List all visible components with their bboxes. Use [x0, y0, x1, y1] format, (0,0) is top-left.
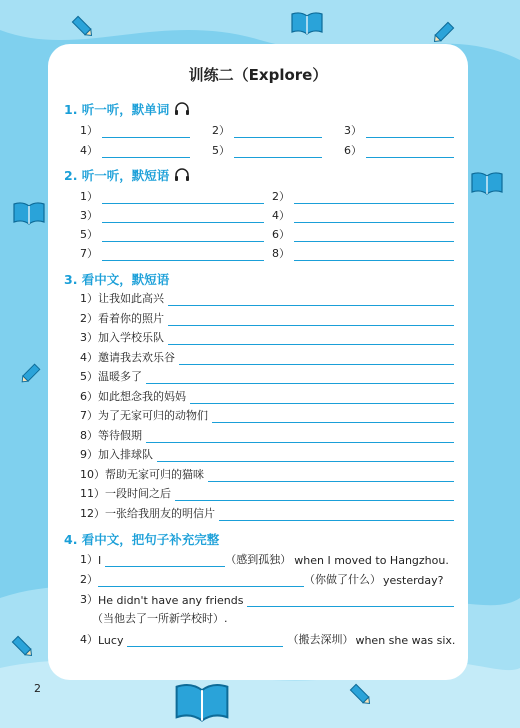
answer-line[interactable]: [366, 146, 454, 158]
answer-item: 5）: [80, 226, 264, 242]
answer-line[interactable]: [102, 230, 264, 242]
section-3-title: 3. 看中文，默短语: [64, 272, 170, 287]
answer-line[interactable]: [127, 635, 283, 647]
book-icon: [12, 200, 46, 226]
answer-item: 6）: [344, 142, 454, 158]
sentence-item-continued: （当他去了一所新学校时）.: [92, 612, 228, 625]
answer-item: 4）: [80, 142, 190, 158]
pencil-icon: [70, 14, 96, 40]
answer-line[interactable]: [175, 489, 454, 501]
answer-line[interactable]: [294, 230, 454, 242]
answer-line[interactable]: [102, 249, 264, 261]
pencil-icon: [430, 20, 456, 46]
answer-item: 1）: [80, 122, 190, 138]
answer-line[interactable]: [102, 126, 190, 138]
worksheet-card: [48, 44, 468, 680]
answer-item: 3）: [80, 207, 264, 223]
answer-item: 3）: [344, 122, 454, 138]
answer-line[interactable]: [168, 294, 454, 306]
answer-line[interactable]: [294, 192, 454, 204]
phrase-item: 11） 一段时间之后: [80, 485, 454, 501]
phrase-item: 4） 邀请我去欢乐谷: [80, 349, 454, 365]
page-number: 2: [34, 682, 41, 695]
sentence-item: 3） He didn't have any friends: [80, 591, 454, 607]
phrase-item: 8） 等待假期: [80, 427, 454, 443]
section-4-title: 4. 看中文，把句子补充完整: [64, 532, 220, 547]
section-1-title: 1. 听一听，默单词: [64, 102, 170, 117]
answer-line[interactable]: [366, 126, 454, 138]
answer-item: 4）: [272, 207, 454, 223]
book-icon: [290, 10, 324, 36]
headphones-icon: [174, 102, 190, 116]
answer-line[interactable]: [102, 146, 190, 158]
book-icon: [470, 170, 504, 196]
answer-line[interactable]: [234, 146, 322, 158]
answer-line[interactable]: [190, 392, 454, 404]
phrase-item: 1） 让我如此高兴: [80, 290, 454, 306]
headphones-icon: [174, 168, 190, 182]
answer-item: 2）: [272, 188, 454, 204]
answer-line[interactable]: [179, 353, 454, 365]
answer-item: 7）: [80, 245, 264, 261]
answer-item: 6）: [272, 226, 454, 242]
section-2-heading: [64, 166, 190, 184]
answer-line[interactable]: [102, 192, 264, 204]
phrase-item: 3） 加入学校乐队: [80, 329, 454, 345]
page-title: 训练二（Explore）: [188, 66, 328, 84]
answer-line[interactable]: [146, 431, 454, 443]
phrase-item: 2） 看着你的照片: [80, 310, 454, 326]
answer-line[interactable]: [146, 372, 454, 384]
phrase-item: 12） 一张给我朋友的明信片: [80, 505, 454, 521]
answer-item: 2）: [212, 122, 322, 138]
section-3-heading: [64, 270, 169, 288]
answer-item: 8）: [272, 245, 454, 261]
phrase-item: 6） 如此想念我的妈妈: [80, 388, 454, 404]
answer-item: 5）: [212, 142, 322, 158]
answer-line[interactable]: [157, 450, 454, 462]
answer-line[interactable]: [102, 211, 264, 223]
answer-line[interactable]: [234, 126, 322, 138]
answer-line[interactable]: [208, 470, 454, 482]
sentence-item: 4） Lucy （搬去深圳） when she was six.: [80, 633, 456, 647]
book-icon: [172, 680, 232, 724]
sentence-item: 1） I （感到孤独） when I moved to Hangzhou.: [80, 553, 449, 567]
pencil-icon: [348, 682, 374, 708]
phrase-item: 7） 为了无家可归的动物们: [80, 407, 454, 423]
phrase-item: 9） 加入排球队: [80, 446, 454, 462]
answer-line[interactable]: [168, 333, 454, 345]
answer-line[interactable]: [294, 249, 454, 261]
answer-line[interactable]: [212, 411, 454, 423]
pencil-icon: [10, 634, 36, 660]
phrase-item: 10） 帮助无家可归的猫咪: [80, 466, 454, 482]
section-1-heading: [64, 100, 190, 118]
answer-line[interactable]: [219, 509, 454, 521]
answer-line[interactable]: [294, 211, 454, 223]
answer-line[interactable]: [98, 575, 304, 587]
answer-line[interactable]: [168, 314, 454, 326]
answer-item: 1）: [80, 188, 264, 204]
answer-line[interactable]: [105, 555, 225, 567]
answer-line[interactable]: [247, 595, 454, 607]
pencil-icon: [18, 362, 42, 386]
phrase-item: 5） 温暖多了: [80, 368, 454, 384]
sentence-item: 2） （你做了什么） yesterday?: [80, 573, 444, 587]
section-2-title: 2. 听一听，默短语: [64, 168, 170, 183]
section-4-heading: [64, 530, 219, 548]
